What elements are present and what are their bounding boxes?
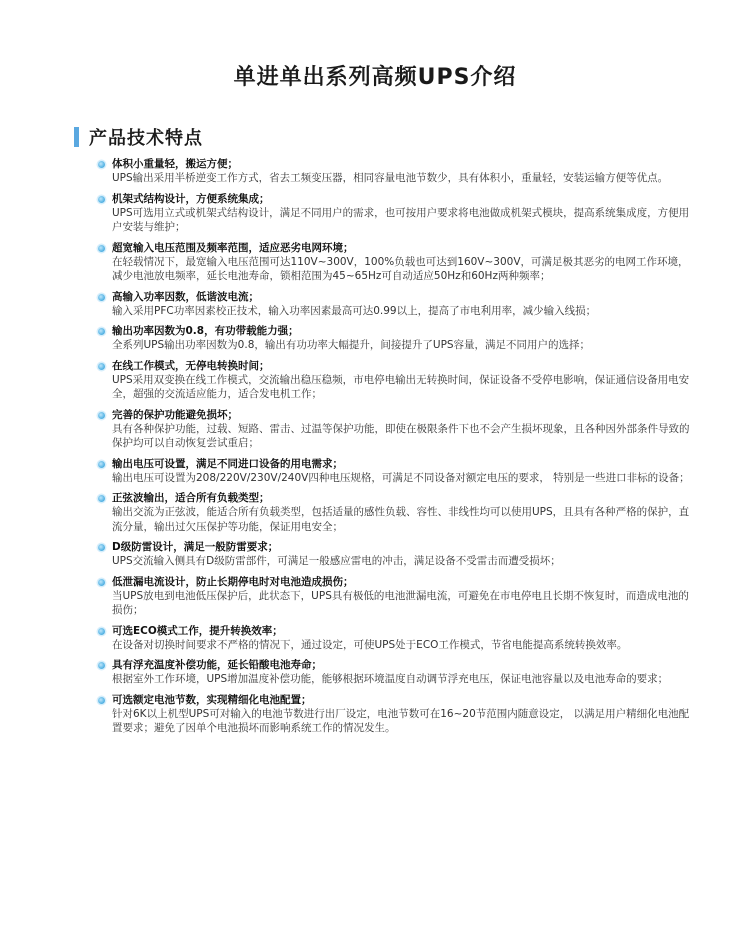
feature-description: 在轻载情况下，最宽输入电压范围可达110V~300V，100%负载也可达到160V~300V，可满足极其恶劣的电网工作环境，减少电池放电频率，延长电池寿命，锁相范围为45~65Hz可自动适应50Hz和60Hz两种频率；	[112, 255, 689, 282]
feature-item	[98, 192, 698, 235]
section-title: 产品技术特点	[89, 128, 203, 149]
feature-item	[98, 693, 698, 736]
bullet-dot-icon	[98, 294, 105, 301]
feature-description: UPS可选用立式或机架式结构设计，满足不同用户的需求，也可按用户要求将电池做成机架式模块，提高系统集成度，方便用户安装与维护；	[112, 206, 690, 233]
feature-heading: 在线工作模式，无停电转换时间；	[112, 359, 270, 372]
feature-description: UPS采用双变换在线工作模式，交流输出稳压稳频，市电停电输出无转换时间，保证设备不受停电影响，保证通信设备用电安全，超强的交流适应能力，适合发电机工作；	[112, 373, 690, 400]
section-accent-bar	[74, 127, 79, 147]
bullet-dot-icon	[98, 412, 105, 419]
bullet-dot-icon	[98, 628, 105, 635]
bullet-dot-icon	[98, 245, 105, 252]
feature-description: UPS输出采用半桥逆变工作方式，省去工频变压器，相同容量电池节数少，具有体积小，重量轻，安装运输方便等优点。	[112, 172, 669, 184]
feature-item	[98, 624, 698, 653]
feature-list	[98, 157, 698, 742]
bullet-dot-icon	[98, 363, 105, 370]
feature-description: 根据室外工作环境，UPS增加温度补偿功能，能够根据环境温度自动调节浮充电压，保证电池容量以及电池寿命的要求；	[112, 673, 669, 685]
feature-heading: 低泄漏电流设计，防止长期停电时对电池造成损伤；	[112, 575, 354, 588]
feature-heading: 输出功率因数为0.8，有功带载能力强；	[112, 325, 299, 337]
bullet-dot-icon	[98, 662, 105, 669]
feature-description: 当UPS放电到电池低压保护后，此状态下，UPS具有极低的电池泄漏电流，可避免在市电停电且长期不恢复时，而造成电池的损伤；	[112, 589, 689, 616]
feature-description: UPS交流输入侧具有D级防雷部件，可满足一般感应雷电的冲击，满足设备不受雷击而遭受损坏；	[112, 555, 561, 567]
feature-item	[98, 408, 698, 451]
bullet-dot-icon	[98, 495, 105, 502]
feature-item	[98, 359, 698, 402]
feature-heading: 高输入功率因数，低谐波电流；	[112, 290, 259, 303]
feature-item	[98, 457, 698, 486]
feature-heading: 具有浮充温度补偿功能，延长铅酸电池寿命；	[112, 659, 322, 671]
feature-item	[98, 658, 698, 687]
bullet-dot-icon	[98, 196, 105, 203]
feature-heading: 可选ECO模式工作，提升转换效率；	[112, 624, 283, 637]
feature-heading: 输出电压可设置，满足不同进口设备的用电需求；	[112, 457, 343, 470]
feature-heading: 完善的保护功能避免损坏；	[112, 408, 238, 421]
feature-item	[98, 324, 698, 353]
section-header	[74, 124, 203, 150]
feature-description: 全系列UPS输出功率因数为0.8，输出有功功率大幅提升，间接提升了UPS容量，满足不同用户的选择；	[112, 339, 591, 351]
feature-description: 输出电压可设置为208/220V/230V/240V四种电压规格，可满足不同设备对额定电压的要求， 特别是一些进口非标的设备；	[112, 471, 690, 484]
bullet-dot-icon	[98, 461, 105, 468]
feature-item	[98, 491, 698, 534]
feature-heading: 超宽输入电压范围及频率范围，适应恶劣电网环境；	[112, 241, 354, 254]
feature-heading: 正弦波输出，适合所有负载类型；	[112, 492, 270, 504]
feature-description: 输入采用PFC功率因素校正技术，输入功率因素最高可达0.99以上，提高了市电利用率，减少输入线损；	[112, 304, 597, 317]
feature-item	[98, 241, 698, 284]
feature-description: 输出交流为正弦波，能适合所有负载类型，包括适量的感性负载、容性、非线性均可以使用UPS，且具有各种严格的保护，直流分量，输出过欠压保护等功能，保证用电安全；	[112, 506, 690, 533]
feature-heading: 可选额定电池节数，实现精细化电池配置；	[112, 693, 312, 706]
bullet-dot-icon	[98, 579, 105, 586]
page-title: 单进单出系列高频UPS介绍	[233, 65, 517, 90]
bullet-dot-icon	[98, 544, 105, 551]
feature-description: 具有各种保护功能，过载、短路、雷击、过温等保护功能，即使在极限条件下也不会产生损坏现象，且各种因外部条件导致的保护均可以自动恢复尝试重启；	[112, 422, 690, 449]
feature-heading: 机架式结构设计，方便系统集成；	[112, 192, 270, 205]
feature-description: 针对6K以上机型UPS可对输入的电池节数进行出厂设定，电池节数可在16~20节范围内随意设定， 以满足用户精细化电池配置要求；避免了因单个电池损坏而影响系统工作的情况发生。	[112, 707, 690, 734]
bullet-dot-icon	[98, 697, 105, 704]
feature-item	[98, 575, 698, 618]
bullet-dot-icon	[98, 161, 105, 168]
feature-item	[98, 540, 698, 569]
bullet-dot-icon	[98, 328, 105, 335]
feature-description: 在设备对切换时间要求不严格的情况下，通过设定，可使UPS处于ECO工作模式，节省电能提高系统转换效率。	[112, 638, 628, 651]
feature-heading: D级防雷设计，满足一般防雷要求；	[112, 541, 279, 553]
feature-item	[98, 157, 698, 186]
feature-heading: 体积小重量轻，搬运方便；	[112, 158, 238, 170]
feature-item	[98, 290, 698, 319]
